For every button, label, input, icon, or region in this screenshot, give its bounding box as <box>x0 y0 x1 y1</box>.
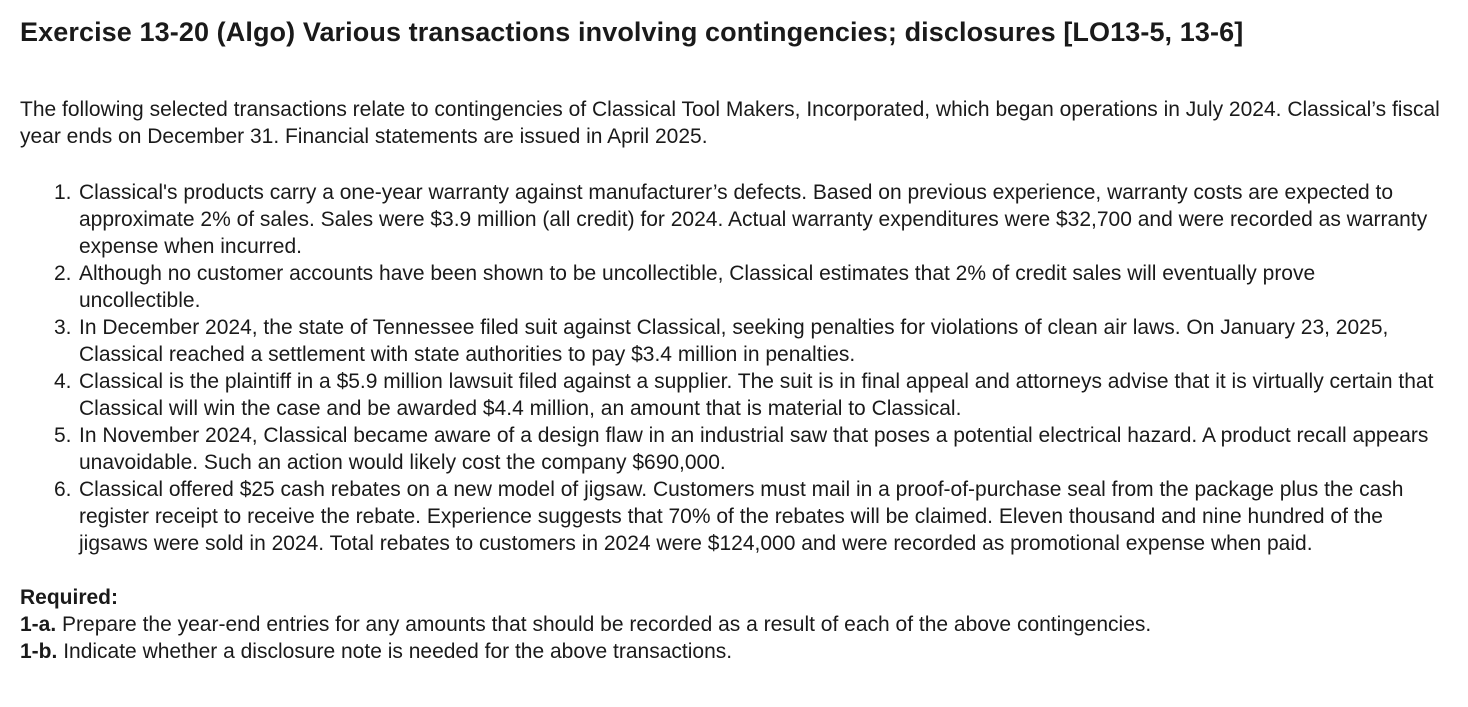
item-text: Classical is the plaintiff in a $5.9 million lawsuit filed against a supplier. The suit is in final appeal and attorneys advise that it is virtually certain that Classical will win the case and be awarded $4.4 million, an amount that is material to Classical. <box>79 370 1434 420</box>
intro-paragraph: The following selected transactions relate to contingencies of Classical Tool Makers, Incorporated, which began operations in July 2024. Classical’s fiscal year ends on December 31. Financial statements are issued in April 2025. <box>20 98 1440 148</box>
required-part-text: Prepare the year-end entries for any amounts that should be recorded as a result of each of the above contingencies. <box>62 613 1152 636</box>
item-number: 2. <box>54 262 72 285</box>
transaction-list <box>20 179 1440 557</box>
item-text: Although no customer accounts have been shown to be uncollectible, Classical estimates that 2% of credit sales will eventually prove uncollectible. <box>79 262 1316 312</box>
required-part-label: 1-a. <box>20 613 57 636</box>
transaction-item <box>20 179 1440 260</box>
item-number: 1. <box>54 181 72 204</box>
transaction-item <box>20 368 1440 422</box>
required-part-1b <box>20 638 1440 665</box>
item-number: 3. <box>54 316 72 339</box>
transaction-item <box>20 260 1440 314</box>
transaction-item <box>20 314 1440 368</box>
item-text: In December 2024, the state of Tennessee filed suit against Classical, seeking penalties for violations of clean air laws. On January 23, 2025, Classical reached a settlement with state authorities to pay $3.4 million in penalties. <box>79 316 1389 366</box>
item-number: 4. <box>54 370 72 393</box>
required-heading: Required: <box>20 586 119 609</box>
required-section <box>20 584 1440 665</box>
required-part-1a <box>20 611 1440 638</box>
exercise-title: Exercise 13-20 (Algo) Various transactions involving contingencies; disclosures [LO13-5, 13-6] <box>20 17 1244 47</box>
item-text: Classical offered $25 cash rebates on a new model of jigsaw. Customers must mail in a proof-of-purchase seal from the package plus the cash register receipt to receive the rebate. Experience suggests that 70% of the rebates will be claimed. Eleven thousand and nine hundred of the jigsaws were sold in 2024. Total rebates to customers in 2024 were $124,000 and were recorded as promotional expense when paid. <box>79 478 1404 555</box>
required-part-label: 1-b. <box>20 640 58 663</box>
transaction-item <box>20 422 1440 476</box>
transaction-item <box>20 476 1440 557</box>
required-part-text: Indicate whether a disclosure note is needed for the above transactions. <box>63 640 733 663</box>
item-number: 5. <box>54 424 72 447</box>
item-text: Classical's products carry a one-year warranty against manufacturer’s defects. Based on previous experience, warranty costs are expected to approximate 2% of sales. Sales were $3.9 million (all credit) for 2024. Actual warranty expenditures were $32,700 and were recorded as warranty expense when incurred. <box>79 181 1428 258</box>
item-number: 6. <box>54 478 72 501</box>
item-text: In November 2024, Classical became aware of a design flaw in an industrial saw that poses a potential electrical hazard. A product recall appears unavoidable. Such an action would likely cost the company $690,000. <box>79 424 1429 474</box>
